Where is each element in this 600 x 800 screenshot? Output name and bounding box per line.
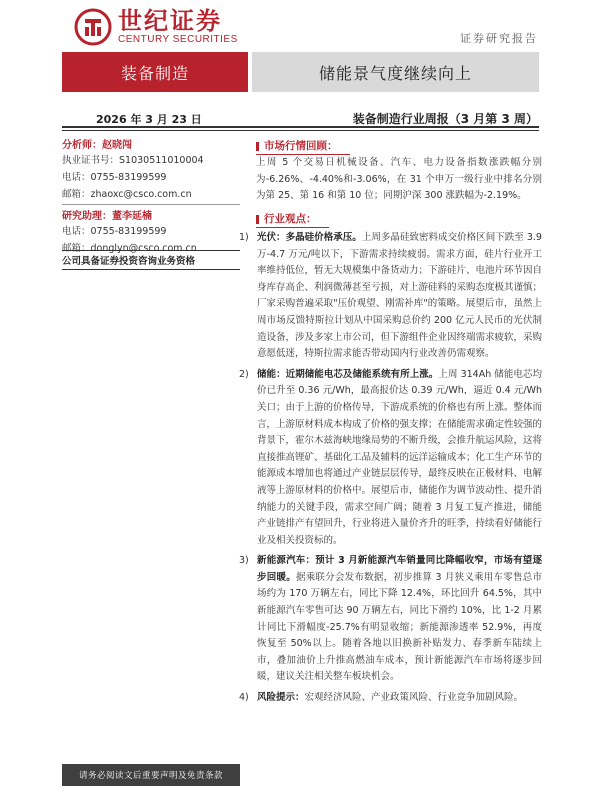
sector-banner: 装备制造	[62, 52, 248, 92]
report-title-banner: 储能景气度继续向上	[252, 52, 539, 92]
analyst-phone: 电话：0755-83199599	[62, 172, 167, 183]
divider-thick	[62, 126, 539, 128]
logo-emblem-icon	[74, 8, 112, 46]
view-item-risk	[239, 690, 542, 707]
view-item-heading: 光伏：多晶硅价格承压。	[257, 232, 362, 243]
view-item-number: 3)	[239, 555, 249, 567]
view-item-number: 2)	[239, 368, 249, 380]
view-item-pv	[239, 230, 542, 363]
disclaimer-footer: 请务必阅读文后重要声明及免责条款	[62, 764, 240, 786]
view-item-body: 上周 314Ah 储能电芯均价已升至 0.36 元/Wh，最高报价达 0.39 元/Wh，逼近 0.4 元/Wh 关口；由于上游的价格传导，下游成系统的价格也有所上涨。整体而言，上游原材料成本构成了价格的强支撑；在储能需求确定性较强的背景下，霍尔木兹海峡地缘局势的不断升级，会推升航运风险，这将直接推高锂矿、基础化工品及辅料的远洋运输成本；化工生产环节的能源成本增加也将通过产业链层层传导，最终反映在正极材料、电解液等上游原材料的价格中。展望后市，储能作为调节波动性、提升消纳能力的关键手段，需求空间广阔；随着 3 月复工复产推进，储能产业链排产有望回升，行业将进入量价齐升的旺季，持续看好储能行业及相关投资标的。	[257, 368, 543, 546]
report-date: 2026 年 3 月 23 日	[96, 113, 202, 126]
logo-name-en: CENTURY SECURITIES	[118, 34, 238, 45]
view-item-nev	[239, 553, 542, 686]
view-item-storage	[239, 367, 542, 550]
analyst-email: 邮箱：zhaoxc@csco.com.cn	[62, 188, 240, 205]
assistant-email: 邮箱：donglyn@csco.com.cn	[62, 243, 197, 254]
view-item-number: 4)	[239, 692, 249, 704]
analyst-cert: 执业证书号：S1030511010004	[62, 155, 204, 166]
analyst-name: 分析师：赵晓闯	[62, 140, 132, 151]
qualification-note: 公司具备证券投资咨询业务资格	[62, 250, 240, 270]
view-item-body: 宏观经济风险、产业政策风险、行业竞争加剧风险。	[304, 692, 524, 704]
view-item-heading: 新能源汽车：预计 3 月新能源汽车销量同比降幅收窄，市场有望逐步回暖。	[257, 555, 542, 583]
industry-views-list	[239, 230, 542, 707]
analyst-sidebar	[62, 134, 240, 267]
logo-name-cn: 世纪证券	[118, 6, 222, 35]
view-item-body: 据乘联分会发布数据，初步推算 3 月狭义乘用车零售总市场约为 170 万辆左右，同比下降 12.4%，环比回升 64.5%，其中新能源汽车零售可达 90 万辆左右，同比下滑约 10%，比 1-2 月累计同比下滑幅度-25.7%有明显收缩；新能源渗透率 52.9%，再度恢复至 50%以上。随着各地以旧换新补贴发力、春季新车陆续上市，叠加油价上升推高燃油车成本，预计新能源汽车市场将逐步回暖，建议关注相关整车板块机会。	[257, 571, 542, 683]
divider-thin	[62, 130, 539, 131]
weekly-report-title: 装备制造行业周报（3 月第 3 周）	[352, 112, 538, 126]
market-review-text: 上周 5 个交易日机械设备、汽车、电力设备指数涨跌幅分别为-6.26%、-4.40%和-3.06%，在 31 个申万一级行业中排名分别为第 25、第 16 和第 10 位；同期沪深 300 涨跌幅为-2.19%。	[256, 157, 542, 202]
assistant-phone: 电话：0755-83199599	[62, 226, 167, 237]
market-review-section	[256, 134, 542, 226]
view-item-body: 上周多晶硅致密料成交价格区间下跌至 3.9 万-4.7 万元/吨以下，下游需求持续疲弱。需求方面，硅片行业开工率维持低位，暂无大规模集中备货动力；下游硅片、电池片环节因自身库存高企、利润微薄甚至亏损，对上游硅料的采购态度极其谨慎；厂家采购普遍采取"压价观望、刚需补库"的策略。展望后市，虽然上周市场反馈特斯拉计划从中国采购总价约 200 亿元人民币的光伏制造设备，涉及多家上市公司，但下游组件企业因终端需求疲软，采购意愿低迷，特斯拉需求能否带动国内行业改善仍需观察。	[257, 232, 543, 360]
report-type-label: 证券研究报告	[460, 32, 538, 45]
company-logo	[74, 8, 238, 46]
view-item-heading: 风险提示：	[257, 692, 305, 704]
industry-views-title: 行业观点：	[256, 212, 317, 226]
market-review-title: 市场行情回顾：	[256, 139, 338, 153]
assistant-name: 研究助理：董李延楠	[62, 211, 152, 222]
view-item-number: 1)	[239, 232, 249, 243]
view-item-heading: 储能：近期储能电芯及储能系统有所上涨。	[257, 368, 439, 380]
